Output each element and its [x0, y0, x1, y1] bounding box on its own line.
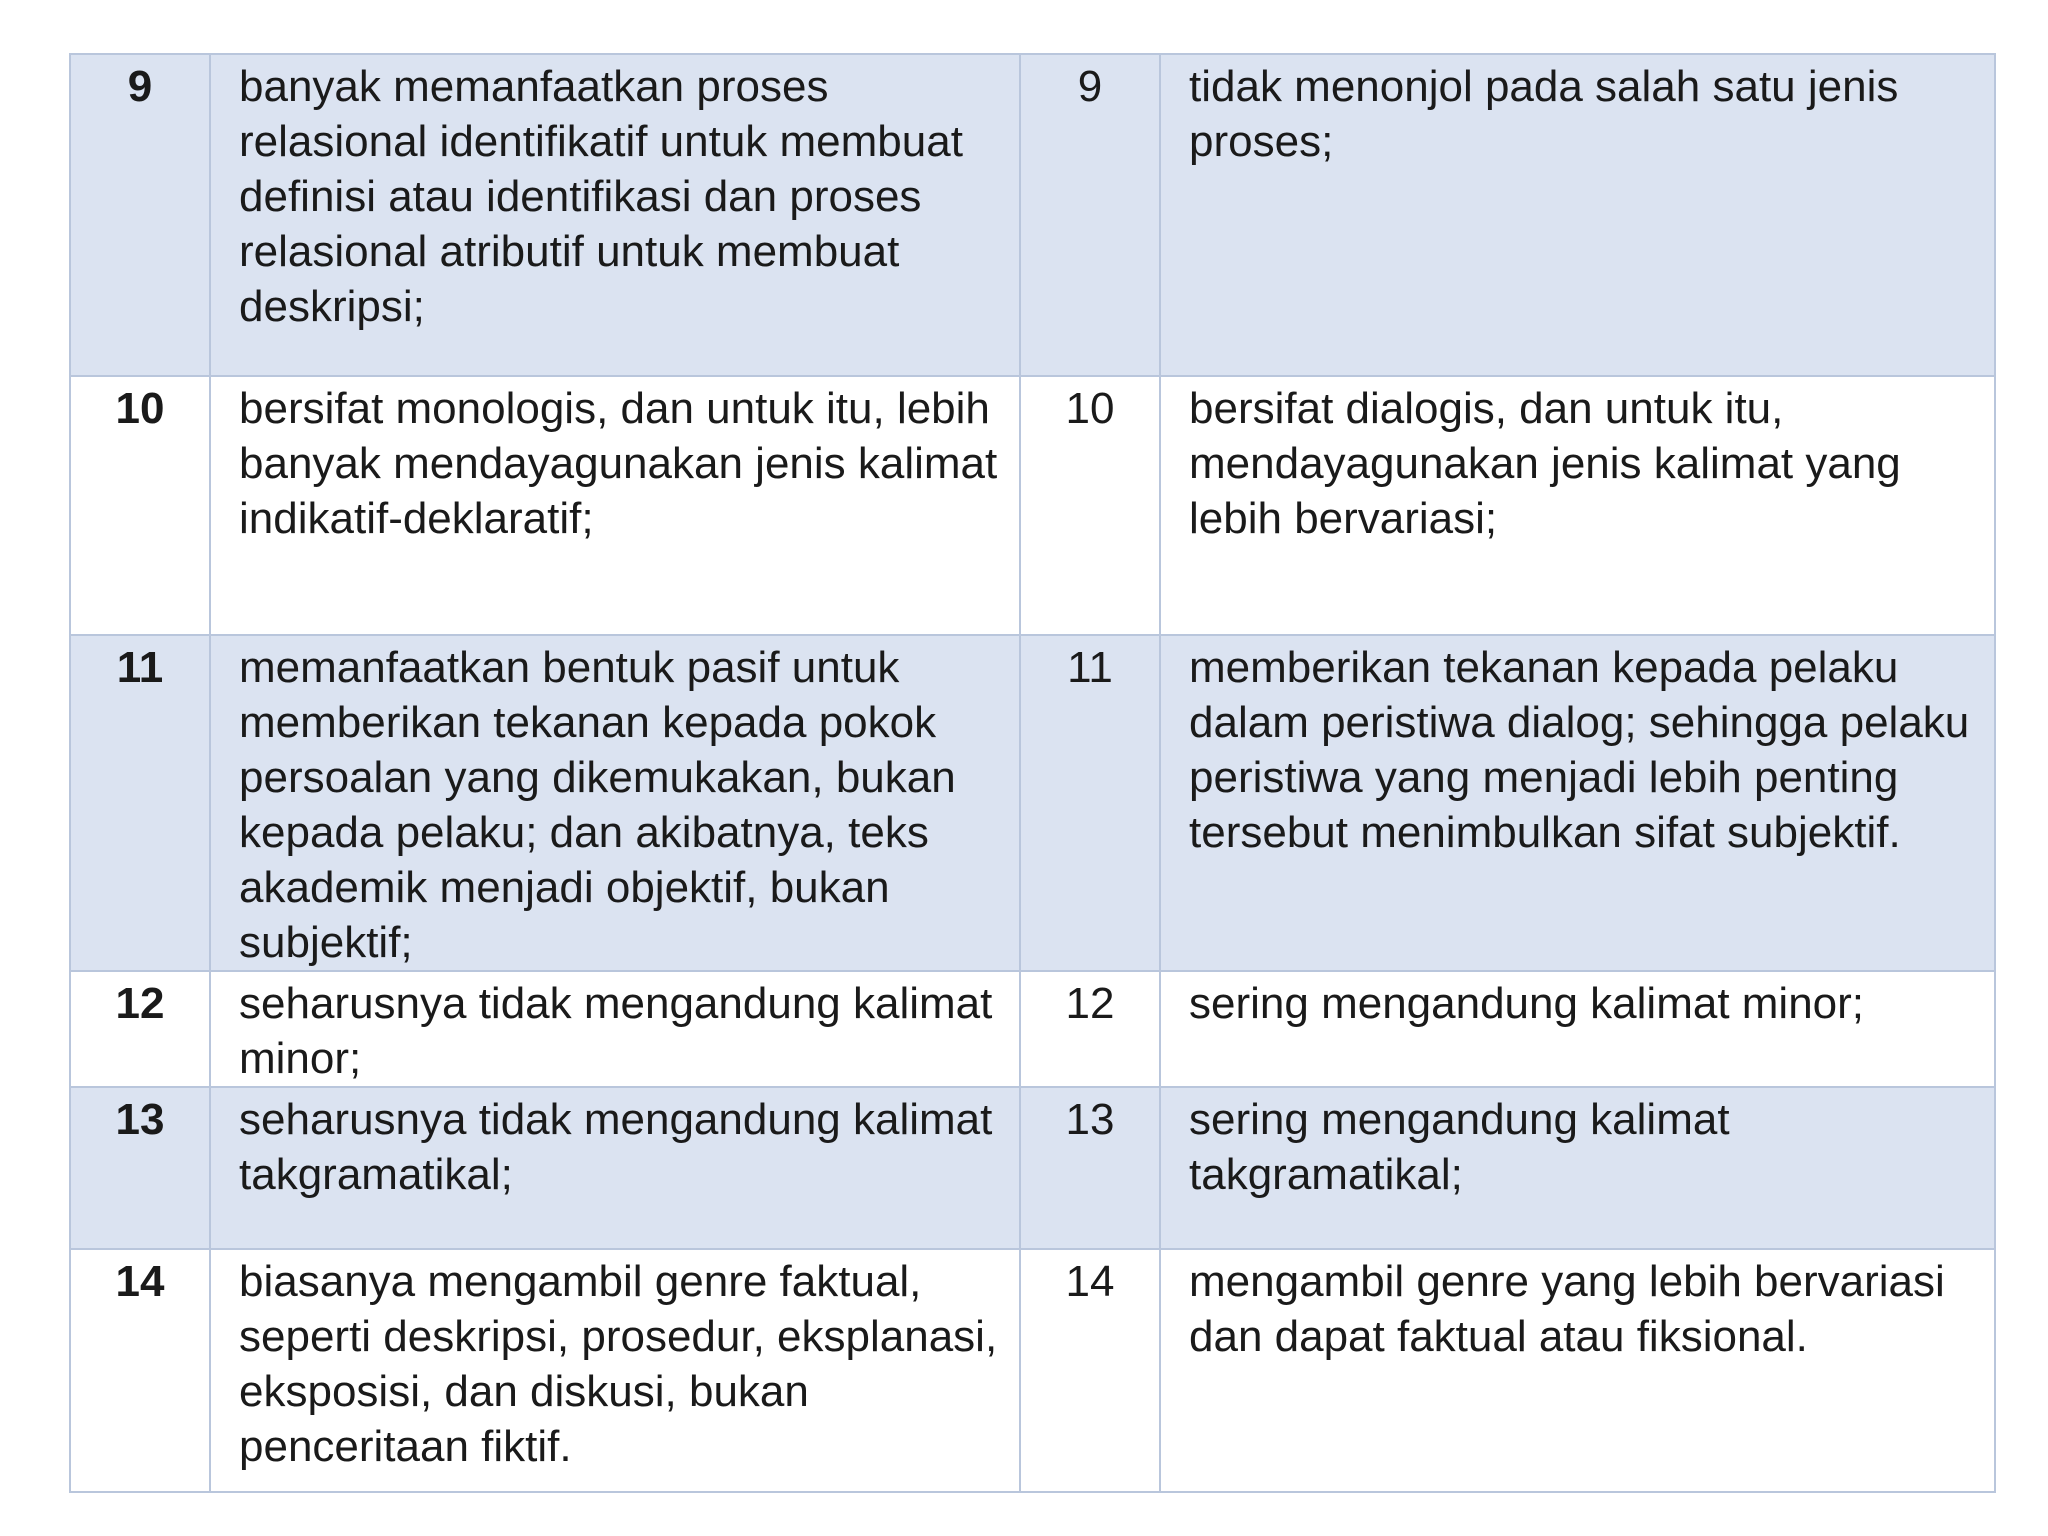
row-number-right: 9: [1020, 54, 1160, 376]
right-cell-text: sering mengandung kalimat minor;: [1160, 971, 1995, 1087]
left-cell-text: bersifat monologis, dan untuk itu, lebih banyak mendayagunakan jenis kalimat indikatif-deklaratif;: [210, 376, 1020, 635]
right-cell-text: bersifat dialogis, dan untuk itu, mendayagunakan jenis kalimat yang lebih bervariasi;: [1160, 376, 1995, 635]
table-row: [70, 1087, 1995, 1249]
left-cell-text: seharusnya tidak mengandung kalimat takgramatikal;: [210, 1087, 1020, 1249]
row-number-left: 12: [70, 971, 210, 1087]
table-row: [70, 1249, 1995, 1492]
row-number-left: 13: [70, 1087, 210, 1249]
row-number-left: 11: [70, 635, 210, 971]
row-number-left: 14: [70, 1249, 210, 1492]
right-cell-text: sering mengandung kalimat takgramatikal;: [1160, 1087, 1995, 1249]
row-number-right: 13: [1020, 1087, 1160, 1249]
table-row: [70, 376, 1995, 635]
row-number-left: 10: [70, 376, 210, 635]
table-row: [70, 635, 1995, 971]
row-number-right: 14: [1020, 1249, 1160, 1492]
comparison-table: [69, 53, 1996, 1493]
row-number-right: 10: [1020, 376, 1160, 635]
right-cell-text: memberikan tekanan kepada pelaku dalam peristiwa dialog; sehingga pelaku peristiwa yang menjadi lebih penting tersebut menimbulkan sifat subjektif.: [1160, 635, 1995, 971]
left-cell-text: biasanya mengambil genre faktual, seperti deskripsi, prosedur, eksplanasi, eksposisi, dan diskusi, bukan penceritaan fiktif.: [210, 1249, 1020, 1492]
table-row: [70, 971, 1995, 1087]
row-number-right: 11: [1020, 635, 1160, 971]
row-number-left: 9: [70, 54, 210, 376]
right-cell-text: tidak menonjol pada salah satu jenis proses;: [1160, 54, 1995, 376]
table-row: [70, 54, 1995, 376]
left-cell-text: seharusnya tidak mengandung kalimat minor;: [210, 971, 1020, 1087]
left-cell-text: memanfaatkan bentuk pasif untuk memberikan tekanan kepada pokok persoalan yang dikemukakan, bukan kepada pelaku; dan akibatnya, teks akademik menjadi objektif, bukan subjektif;: [210, 635, 1020, 971]
left-cell-text: banyak memanfaatkan proses relasional identifikatif untuk membuat definisi atau identifikasi dan proses relasional atributif untuk membuat deskripsi;: [210, 54, 1020, 376]
row-number-right: 12: [1020, 971, 1160, 1087]
right-cell-text: mengambil genre yang lebih bervariasi dan dapat faktual atau fiksional.: [1160, 1249, 1995, 1492]
